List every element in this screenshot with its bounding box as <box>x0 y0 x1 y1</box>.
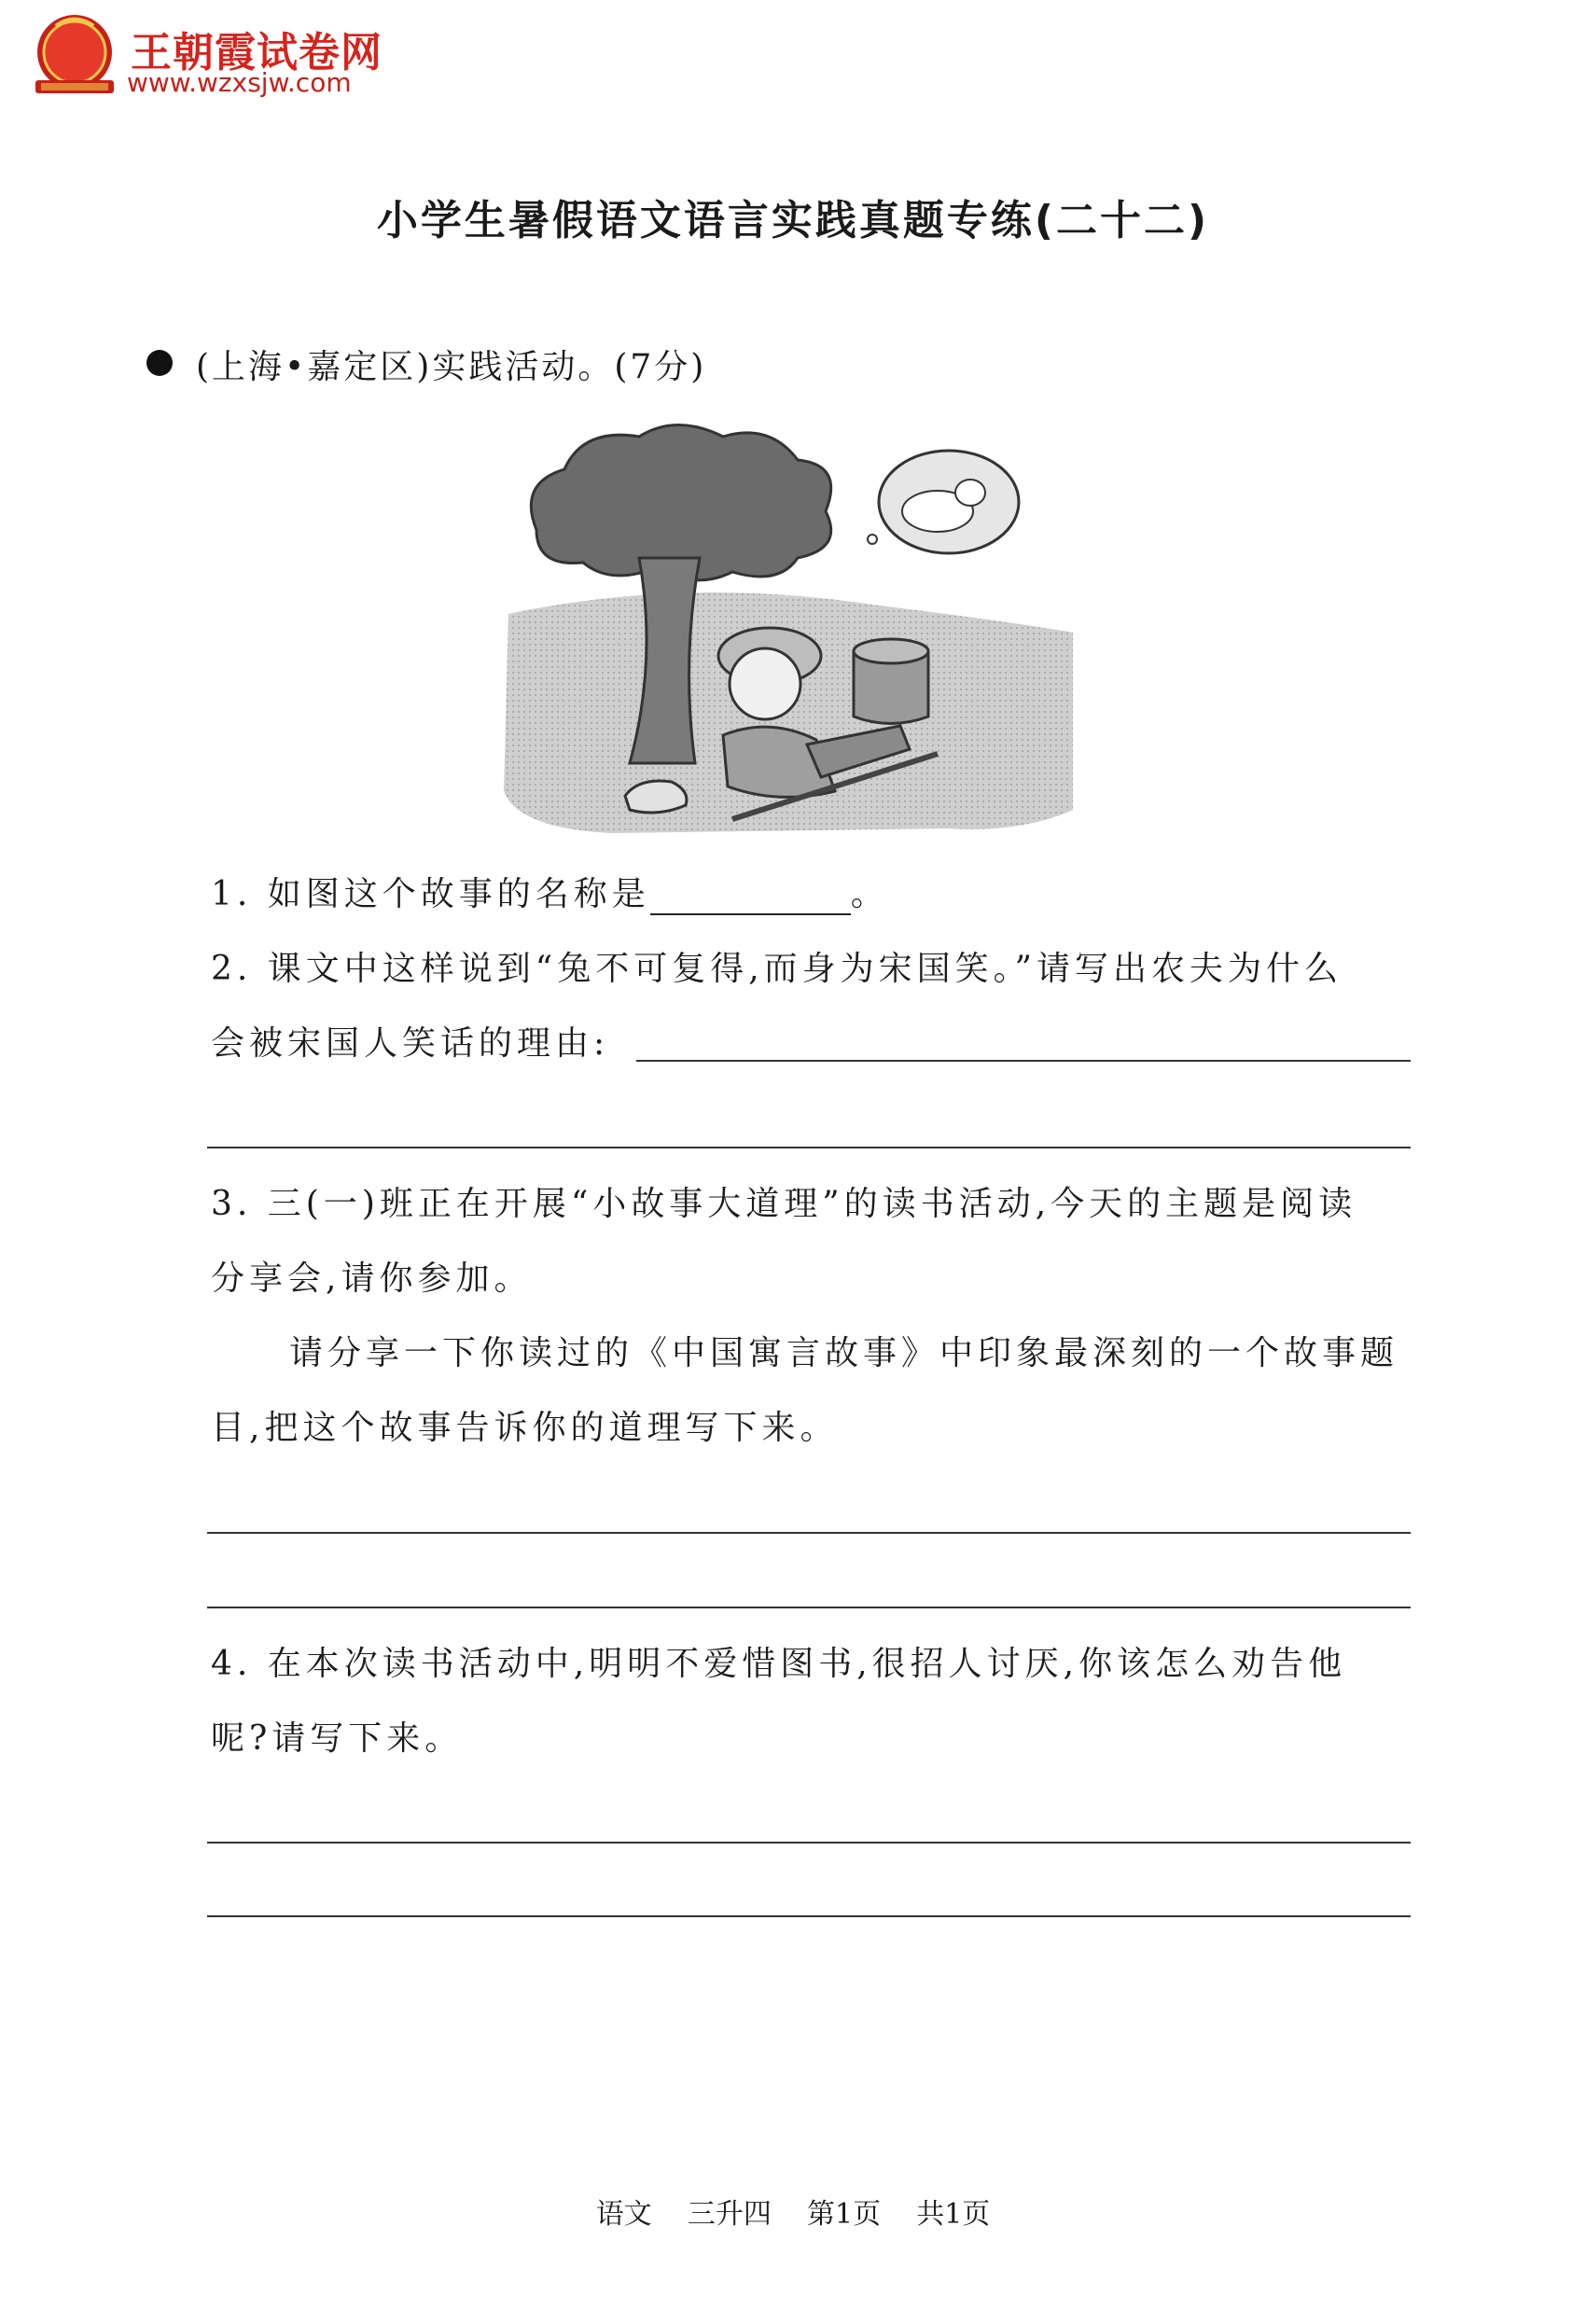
question-3-line-1: 3. 三(一)班正在开展“小故事大道理”的读书活动,今天的主题是阅读 <box>211 1185 1357 1223</box>
question-3-line-4: 目,把这个故事告诉你的道理写下来。 <box>211 1409 839 1447</box>
site-logo <box>28 9 383 103</box>
answer-line-3b[interactable] <box>207 1607 1411 1608</box>
answer-line-4a[interactable] <box>207 1842 1411 1844</box>
question-1-end: 。 <box>850 875 889 913</box>
logo-badge-icon <box>28 9 121 103</box>
question-1-text: 1. 如图这个故事的名称是 <box>211 875 650 913</box>
section-heading: (上海•嘉定区)实践活动。(7分) <box>196 348 707 386</box>
logo-url[interactable]: www.wzxsjw.com <box>127 67 352 98</box>
page-title: 小学生暑假语文语言实践真题专练(二十二) <box>376 197 1210 244</box>
question-1-blank[interactable] <box>650 880 851 915</box>
page-footer: 语文 三升四 第1页 共1页 <box>595 2198 991 2231</box>
question-3-line-3: 请分享一下你读过的《中国寓言故事》中印象最深刻的一个故事题 <box>289 1334 1399 1372</box>
question-1 <box>211 868 889 915</box>
question-4-line-1: 4. 在本次读书活动中,明明不爱惜图书,很招人讨厌,你该怎么劝告他 <box>211 1645 1347 1683</box>
answer-line-2b[interactable] <box>207 1147 1411 1148</box>
answer-line-4b[interactable] <box>207 1915 1411 1917</box>
answer-line-2a[interactable] <box>636 1060 1411 1062</box>
answer-line-3a[interactable] <box>207 1532 1411 1534</box>
bullet-icon <box>146 350 173 376</box>
logo-title: 王朝霞试卷网 <box>131 29 383 77</box>
question-2-line-2: 会被宋国人笑话的理由: <box>211 1024 610 1063</box>
question-3-line-2: 分享会,请你参加。 <box>211 1259 533 1298</box>
question-4-line-2: 呢?请写下来。 <box>211 1719 464 1758</box>
story-illustration <box>499 418 1078 838</box>
question-2-line-1: 2. 课文中这样说到“兔不可复得,而身为宋国笑。”请写出农夫为什么 <box>211 950 1343 988</box>
